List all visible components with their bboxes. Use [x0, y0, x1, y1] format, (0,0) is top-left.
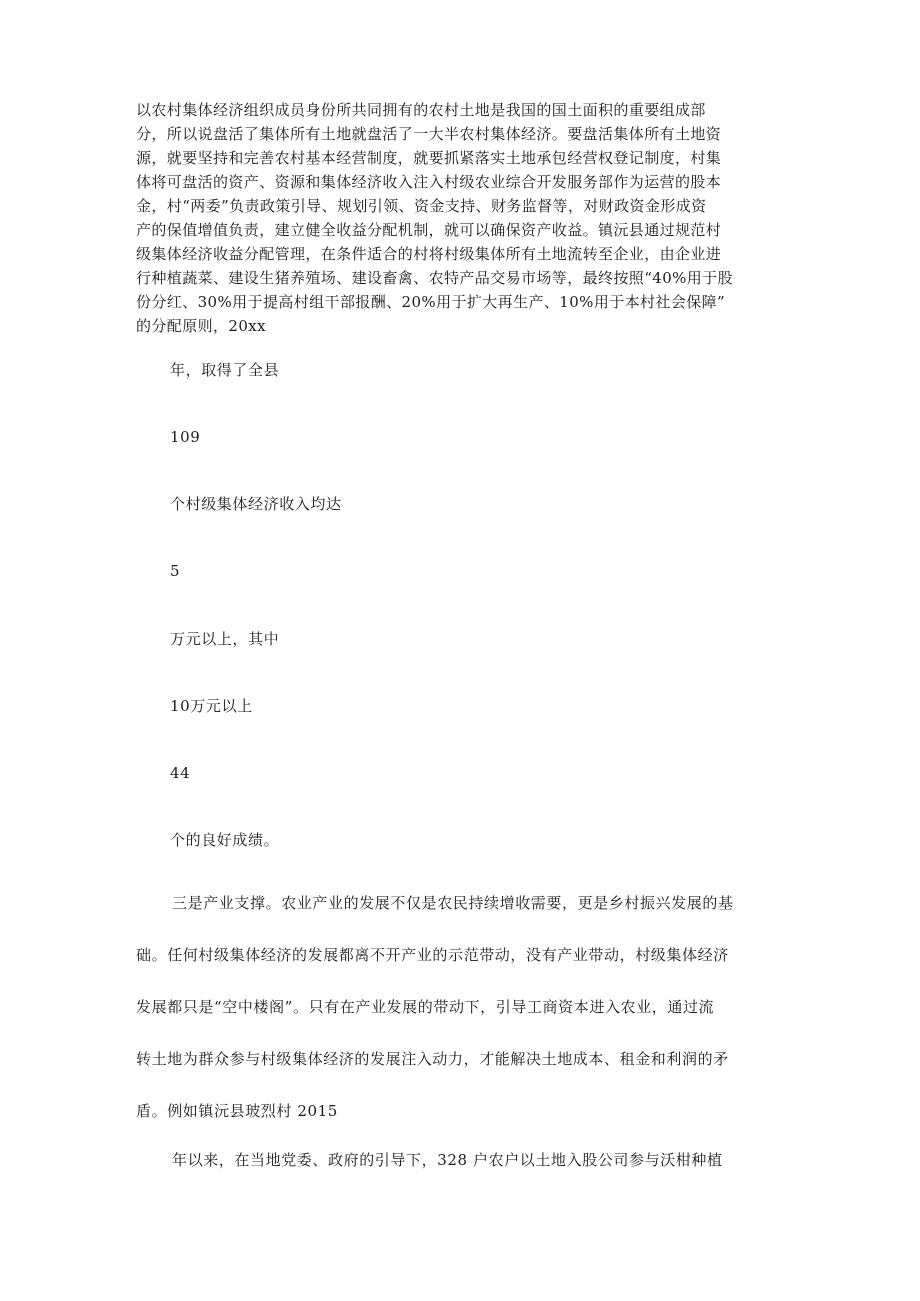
text-line: 产的保值增值负责，建立健全收益分配机制，就可以确保资产收益。镇沅县通过规范村 [136, 221, 722, 239]
text-line: 行种植蔬菜、建设生猪养殖场、建设畜禽、农特产品交易市场等，最终按照“40%用于股 [136, 269, 734, 287]
text-line: 以农村集体经济组织成员身份所共同拥有的农村土地是我国的国土面积的重要组成部 [136, 101, 706, 119]
text-line: 分，所以说盘活了集体所有土地就盘活了一大半农村集体经济。要盘活集体所有土地资 [136, 125, 722, 143]
text-line: 础。任何村级集体经济的发展都离不开产业的示范带动，没有产业带动，村级集体经济 [136, 946, 729, 964]
text-fragment: 个村级集体经济收入均达 [170, 495, 342, 513]
text-line: 体将可盘活的资产、资源和集体经济收入注入村级农业综合开发服务部作为运营的股本 [136, 173, 722, 191]
paragraph-industry-support [136, 893, 796, 1153]
text-line: 盾。例如镇沅县玻烈村 2015 [136, 1102, 338, 1120]
text-fragment: 个的良好成绩。 [170, 831, 280, 849]
text-fragment: 10万元以上 [170, 697, 253, 715]
paragraph-land-revitalization [136, 98, 786, 338]
text-line: 的分配原则，20xx [136, 317, 267, 335]
text-fragment: 5 [170, 562, 181, 580]
text-line: 转土地为群众参与村级集体经济的发展注入动力，才能解决土地成本、租金和利润的矛 [136, 1050, 729, 1068]
text-fragment: 年，取得了全县 [170, 361, 280, 379]
text-line: 金，村“两委”负责政策引导、规划引领、资金支持、财务监督等，对财政资金形成资 [136, 197, 707, 215]
paragraph-example-village: 年以来，在当地党委、政府的引导下，328 户农户以土地入股公司参与沃柑种植 [172, 1151, 723, 1169]
text-line: 发展都只是“空中楼阁”。只有在产业发展的带动下，引导工商资本进入农业，通过流 [136, 998, 715, 1016]
text-line: 份分红、30%用于提高村组干部报酬、20%用于扩大再生产、10%用于本村社会保障” [136, 293, 726, 311]
text-line: 三是产业支撑。农业产业的发展不仅是农民持续增收需要，更是乡村振兴发展的基 [172, 894, 734, 912]
text-line: 源，就要坚持和完善农村基本经营制度，就要抓紧落实土地承包经营权登记制度，村集 [136, 149, 722, 167]
text-line: 级集体经济收益分配管理，在条件适合的村将村级集体所有土地流转至企业，由企业进 [136, 245, 722, 263]
text-fragment: 万元以上，其中 [170, 630, 280, 648]
text-fragment: 44 [170, 764, 191, 782]
text-fragment: 109 [170, 428, 201, 446]
